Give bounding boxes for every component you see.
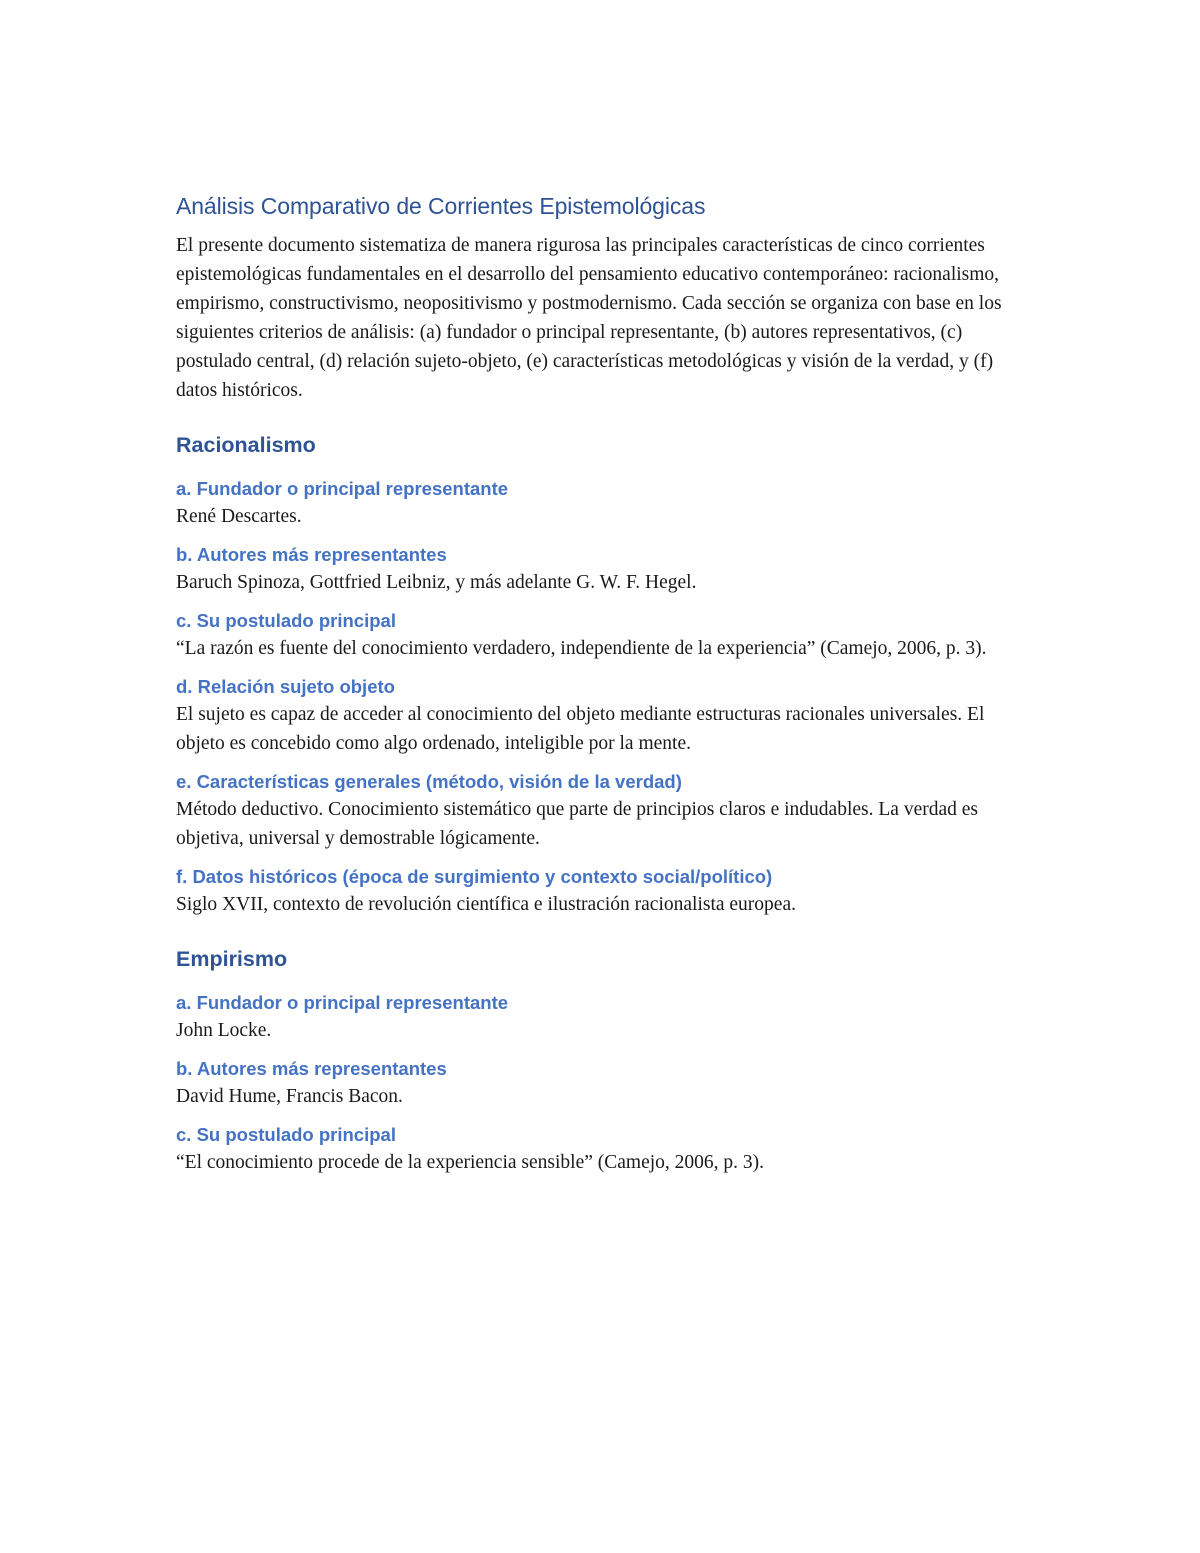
criterion-heading: b. Autores más representantes	[176, 1058, 447, 1079]
criterion-postulado	[176, 1121, 1028, 1177]
section-empirismo	[176, 941, 1028, 1177]
criterion-text: Método deductivo. Conocimiento sistemático que parte de principios claros e indudables. La verdad es objetiva, universal y demostrable lógicamente.	[176, 799, 978, 849]
criterion-heading: f. Datos históricos (época de surgimiento y contexto social/político)	[176, 866, 773, 887]
criterion-heading: d. Relación sujeto objeto	[176, 676, 395, 697]
criterion-text: El sujeto es capaz de acceder al conocimiento del objeto mediante estructuras racionales universales. El objeto es concebido como algo ordenado, inteligible por la mente.	[176, 704, 985, 754]
section-title: Empirismo	[176, 947, 288, 971]
criterion-text: René Descartes.	[176, 506, 302, 527]
section-racionalismo	[176, 427, 1028, 919]
criterion-heading: c. Su postulado principal	[176, 1124, 396, 1145]
criterion-heading: a. Fundador o principal representante	[176, 992, 509, 1013]
document-page	[176, 188, 1028, 1177]
criterion-text: “La razón es fuente del conocimiento verdadero, independiente de la experiencia” (Camejo, 2006, p. 3).	[176, 638, 987, 659]
criterion-relacion	[176, 673, 1028, 758]
document-intro: El presente documento sistematiza de manera rigurosa las principales características de cinco corrientes epistemológicas fundamentales en el desarrollo del pensamiento educativo contemporáneo: racionalismo, empirismo, constructivismo, neopositivismo y postmodernismo. Cada sección se organiza con base en los siguientes criterios de análisis: (a) fundador o principal representante, (b) autores representativos, (c) postulado central, (d) relación sujeto-objeto, (e) características metodológicas y visión de la verdad, y (f) datos históricos.	[176, 235, 1002, 401]
criterion-heading: c. Su postulado principal	[176, 610, 396, 631]
criterion-postulado	[176, 607, 1028, 663]
criterion-text: David Hume, Francis Bacon.	[176, 1086, 403, 1107]
document-title: Análisis Comparativo de Corrientes Epistemológicas	[176, 193, 706, 219]
criterion-heading: a. Fundador o principal representante	[176, 478, 509, 499]
criterion-autores	[176, 541, 1028, 597]
criterion-text: Siglo XVII, contexto de revolución científica e ilustración racionalista europea.	[176, 894, 796, 915]
criterion-caracteristicas	[176, 768, 1028, 853]
criterion-fundador	[176, 475, 1028, 531]
criterion-autores	[176, 1055, 1028, 1111]
criterion-text: Baruch Spinoza, Gottfried Leibniz, y más adelante G. W. F. Hegel.	[176, 572, 697, 593]
criterion-datos-historicos	[176, 863, 1028, 919]
criterion-text: John Locke.	[176, 1020, 272, 1041]
criterion-fundador	[176, 989, 1028, 1045]
criterion-text: “El conocimiento procede de la experiencia sensible” (Camejo, 2006, p. 3).	[176, 1152, 765, 1173]
criterion-heading: b. Autores más representantes	[176, 544, 447, 565]
section-title: Racionalismo	[176, 433, 316, 457]
criterion-heading: e. Características generales (método, visión de la verdad)	[176, 771, 682, 792]
